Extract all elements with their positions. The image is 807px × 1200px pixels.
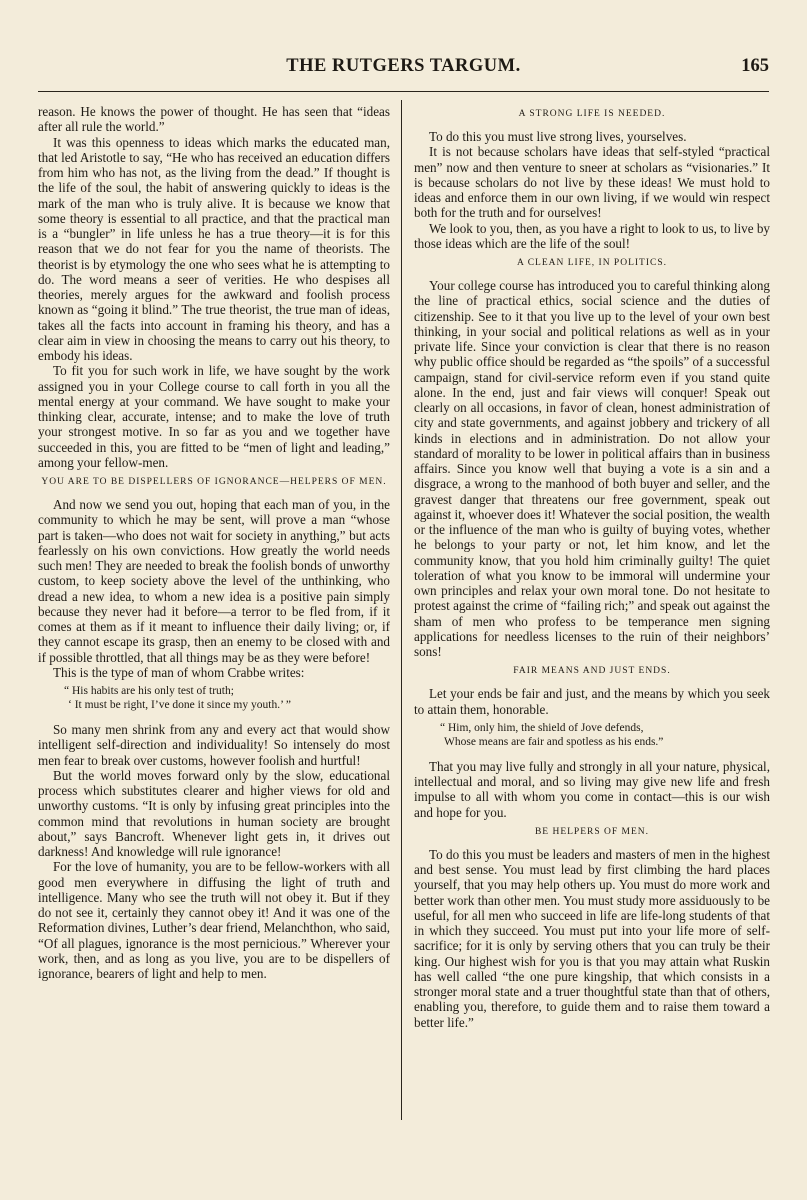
section-heading: YOU ARE TO BE DISPELLERS OF IGNORANCE—HELPERS OF MEN. xyxy=(41,477,387,487)
journal-title: THE RUTGERS TARGUM. xyxy=(286,56,521,76)
paragraph: To fit you for such work in life, we have sought by the work assigned you in your College course to call forth in you all the mental energy at your command. We have sought to make your thinking clear, accurate, intense; and to make the love of truth your strongest motive. In so far as you and we together have succeeded in this, you are fitted to be “men of light and leading,” among your fellow-men. xyxy=(38,363,390,470)
running-header xyxy=(38,56,769,82)
paragraph: It was this openness to ideas which marks the educated man, that led Aristotle to say, “He who has received an education differs from him who has not, as the living from the dead.” If thought is the life of the soul, the habit of answering quickly to ideas is the mark of the man who is truly alive. It is because we know that some theory is essential to all practice, and that the practical man is a “bungler” in life unless he has a true theory—it is for this reason that we do not fear for you the name of theorists. The theorist is by etymology the one who sees what he is attempting to do. The word means a seer of verities. He who despises all theories, merely argues for the awkward and foolish process known as “going it blind.” The true theorist, the true man of ideas, takes all the facts into account in framing his theory, and has a clear aim in view in choosing the means to carry out his theory, to embody his ideas. xyxy=(38,134,390,363)
verse-quotation xyxy=(440,721,770,749)
paragraph: We look to you, then, as you have a right to look to us, to live by those ideas which are the life of the soul! xyxy=(414,220,770,251)
left-column xyxy=(38,104,390,981)
paragraph: For the love of humanity, you are to be fellow-workers with all good men everywhere in diffusing the light of truth and intelligence. Many who see the truth will not obey it. But if they do not see it, certainly they cannot obey it! And it was one of the Reformation divines, Luther’s dear friend, Melanchthon, who said, “Of all plagues, ignorance is the most pernicious.” Wherever your work, then, and as long as you live, you are to be dispellers of ignorance, bearers of light and help to men. xyxy=(38,859,390,981)
section-heading: A STRONG LIFE IS NEEDED. xyxy=(518,109,666,119)
paragraph: But the world moves forward only by the slow, educational process which substitutes clearer and higher views for old and unworthy customs. “It is only by infusing great principles into the common mind that revolutions in human society are brought about,” says Bancroft. Whenever light gets in, it drives out darkness! And knowledge will rule ignorance! xyxy=(38,767,390,859)
verse-line: Whose means are fair and spotless as his ends.” xyxy=(444,735,664,748)
verse-line: ‘ It must be right, I’ve done it since my youth.’ ” xyxy=(68,699,292,711)
paragraph: Let your ends be fair and just, and the means by which you seek to attain them, honorable. xyxy=(414,686,770,717)
paragraph: That you may live fully and strongly in all your nature, physical, intellectual and moral, and so living may give new life and fresh impulse to all with whom you come in contact—this is our wish and hope for you. xyxy=(414,758,770,820)
paragraph: So many men shrink from any and every act that would show intelligent self-direction and individuality! So intensely do most men fear to break over customs, however foolish and hurtful! xyxy=(38,722,390,768)
paragraph: reason. He knows the power of thought. He has seen that “ideas after all rule the world.” xyxy=(38,104,390,135)
verse-line: “ His habits are his only test of truth; xyxy=(64,685,234,697)
header-rule xyxy=(38,91,769,92)
paragraph: This is the type of man of whom Crabbe writes: xyxy=(53,664,305,680)
paragraph: And now we send you out, hoping that each man of you, in the community to which he may be sent, will prove a man “whose part is taken—who does not wait for society in anything,” but acts fearlessly on his own convictions. How greatly the world needs such men! They are needed to break the foolish bonds of unworthy custom, to keep society above the level of the unthinking, who dread a new idea, to whom a new idea is a positive pain simply because they never had it before—a terror to be fled from, if it comes at them as if it meant to influence their daily living; or, if they cannot escape its grasp, then an enemy to be closed with and if possible throttled, that all things may be as they were before! xyxy=(38,497,390,665)
paragraph: Your college course has introduced you to careful thinking along the line of practical ethics, social science and the duties of citizenship. See to it that you live up to the level of your own best thinking, in your social and political relations as well as in your private life. Since your conviction is clear that there is no reason why public office should be regarded as “the spoils” of a successful campaign, stand for civil-service reform even if you stand quite alone. In the end, just and fair views will conquer! Speak out clearly on all occasions, in favor of clean, honest administration of city and state governments, and against jobbery and trickery of all kinds in elections and in administration. Do not allow your standard of morality to be lower in political affairs than in business affairs. Since you know well that buying a vote is a sin and a disgrace, a wrong to the manhood of both buyer and seller, and the gravest danger that threatens our free government, speak out against it, whoever does it! Whatever the social position, the wealth or the influence of the man who is guilty of buying votes, whether he belongs to your party or not, let him know, and let the community know, that you hold him criminally guilty! The quiet toleration of what you know to be immoral will undermine your own principles and relax your own moral tone. Do not hesitate to protest against the crime of “failing rich;” and speak out against the sham of men who profess to be temperance men signing applications for needless licenses to the ruin of their neighbors’ sons! xyxy=(414,278,770,659)
paragraph: To do this you must live strong lives, yourselves. xyxy=(429,129,687,144)
paragraph: It is not because scholars have ideas that self-styled “practical men” now and then venture to sneer at scholars as “visionaries.” It is because scholars do not live by these ideas! We must hold to ideas and enforce them in our own living, if we would win respect both for the truth and for ourselves! xyxy=(414,144,770,221)
verse-quotation xyxy=(64,684,390,712)
section-heading: FAIR MEANS AND JUST ENDS. xyxy=(513,666,671,677)
section-heading: A CLEAN LIFE, IN POLITICS. xyxy=(516,258,668,268)
section-heading: BE HELPERS OF MEN. xyxy=(534,826,650,837)
page-number: 165 xyxy=(741,56,769,76)
paragraph: To do this you must be leaders and masters of men in the highest and best sense. You must lead by first climbing the hard places yourself, that you may help others up. You must do more work and better work than other men. You must study more assiduously to be useful, for all men who succeed in life are life-long students of that in which they succeed. You must put into your life more of self-sacrifice; for it is only by serving others that you can truly be their king. Our highest wish for you is that you may attain what Ruskin has well called “the one pure kingship, that which consists in a stronger moral state and a truer thoughtful state than that of others, enabling you, therefore, to guide them and to raise them toward a better life.” xyxy=(414,846,770,1030)
verse-line: “ Him, only him, the shield of Jove defends, xyxy=(440,721,644,734)
right-column xyxy=(414,104,770,1030)
column-divider xyxy=(401,100,402,1120)
